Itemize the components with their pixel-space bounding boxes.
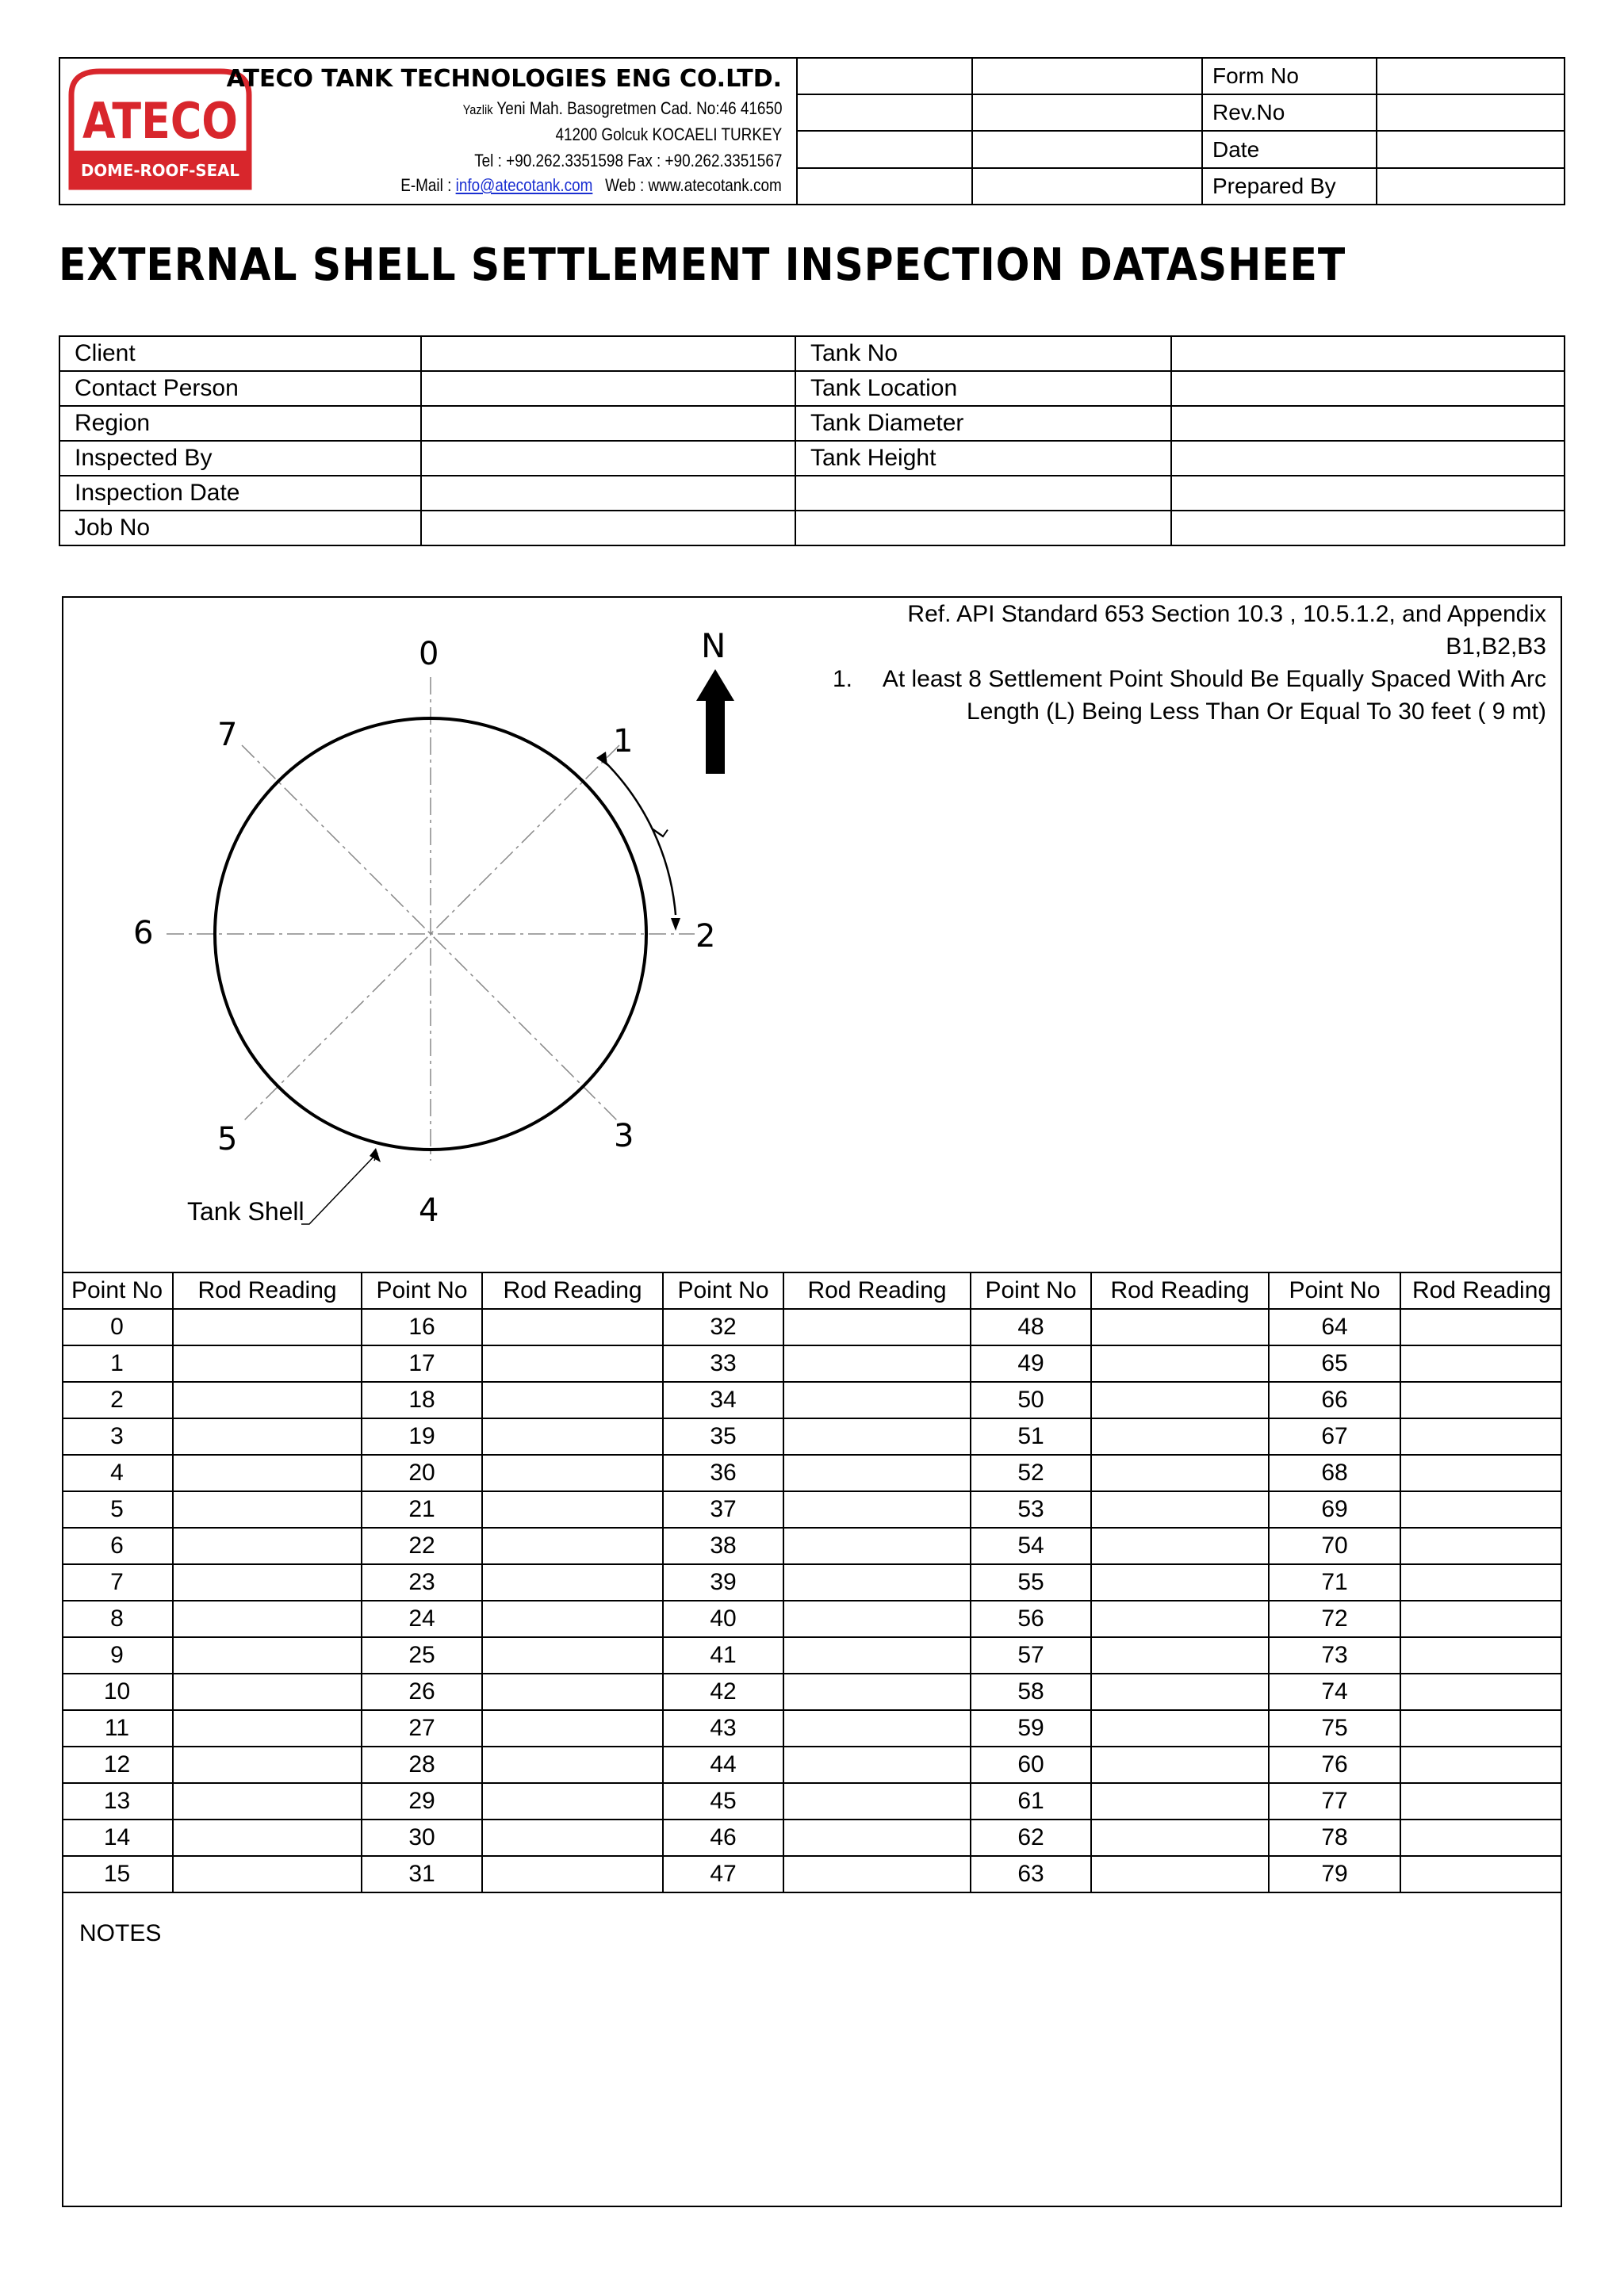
tank-info-table xyxy=(59,335,1565,546)
rod-reading-cell[interactable] xyxy=(173,1528,362,1564)
reference-item-number: 1. xyxy=(833,666,853,692)
point-no-header: Point No xyxy=(62,1272,173,1309)
point-no-header: Point No xyxy=(663,1272,783,1309)
rod-reading-cell[interactable] xyxy=(783,1382,971,1418)
arc-label: L xyxy=(646,818,673,842)
settlement-section xyxy=(62,596,1562,2207)
rod-reading-cell[interactable] xyxy=(482,1491,663,1528)
arc-arrowhead-start xyxy=(596,752,607,766)
info-value-right[interactable] xyxy=(1171,371,1565,406)
info-label-left: Client xyxy=(59,336,421,371)
info-label-right: Tank Location xyxy=(795,371,1171,406)
point-no-cell: 25 xyxy=(362,1637,482,1674)
rod-reading-cell[interactable] xyxy=(1400,1455,1562,1491)
form-blank-cell[interactable] xyxy=(798,59,972,94)
form-blank-cell[interactable] xyxy=(972,168,1202,204)
company-web: Web : www.atecotank.com xyxy=(605,175,782,195)
point-no-cell: 69 xyxy=(1269,1491,1400,1528)
point-no-cell: 28 xyxy=(362,1747,482,1783)
rod-reading-cell[interactable] xyxy=(783,1564,971,1601)
info-value-left[interactable] xyxy=(421,406,795,441)
info-row xyxy=(59,371,1565,406)
rod-reading-cell[interactable] xyxy=(1091,1747,1269,1783)
point-no-cell: 40 xyxy=(663,1601,783,1637)
rod-reading-cell[interactable] xyxy=(173,1601,362,1637)
point-no-cell: 6 xyxy=(62,1528,173,1564)
point-no-cell: 34 xyxy=(663,1382,783,1418)
point-label-6: 6 xyxy=(133,915,154,951)
point-no-header: Point No xyxy=(362,1272,482,1309)
point-no-cell: 47 xyxy=(663,1856,783,1892)
rod-reading-cell[interactable] xyxy=(173,1783,362,1820)
point-no-cell: 14 xyxy=(62,1820,173,1856)
point-no-cell: 20 xyxy=(362,1455,482,1491)
rod-reading-cell[interactable] xyxy=(1091,1564,1269,1601)
rod-readings-table xyxy=(62,1272,1562,1893)
table-row xyxy=(62,1309,1562,1345)
info-value-left[interactable] xyxy=(421,336,795,371)
point-no-cell: 65 xyxy=(1269,1345,1400,1382)
notes-label: NOTES xyxy=(79,1920,162,1946)
rod-reading-cell[interactable] xyxy=(1400,1491,1562,1528)
ateco-logo xyxy=(68,68,252,195)
rod-reading-cell[interactable] xyxy=(783,1601,971,1637)
point-no-cell: 13 xyxy=(62,1783,173,1820)
rod-reading-cell[interactable] xyxy=(1091,1491,1269,1528)
rod-reading-cell[interactable] xyxy=(1400,1783,1562,1820)
info-row xyxy=(59,336,1565,371)
rod-reading-cell[interactable] xyxy=(173,1309,362,1345)
point-no-cell: 3 xyxy=(62,1418,173,1455)
point-no-cell: 57 xyxy=(971,1637,1091,1674)
rod-reading-cell[interactable] xyxy=(1091,1820,1269,1856)
point-no-cell: 53 xyxy=(971,1491,1091,1528)
rod-reading-cell[interactable] xyxy=(1400,1710,1562,1747)
rod-reading-cell[interactable] xyxy=(1091,1418,1269,1455)
table-row xyxy=(62,1345,1562,1382)
page-title: EXTERNAL SHELL SETTLEMENT INSPECTION DATASHEET xyxy=(59,239,1346,291)
rod-reading-cell[interactable] xyxy=(173,1382,362,1418)
rod-reading-cell[interactable] xyxy=(173,1491,362,1528)
north-arrow-icon xyxy=(696,669,734,774)
point-no-cell: 66 xyxy=(1269,1382,1400,1418)
rod-reading-cell[interactable] xyxy=(1400,1856,1562,1892)
point-no-cell: 61 xyxy=(971,1783,1091,1820)
info-row xyxy=(59,476,1565,511)
point-no-cell: 32 xyxy=(663,1309,783,1345)
point-no-cell: 76 xyxy=(1269,1747,1400,1783)
rod-reading-cell[interactable] xyxy=(173,1564,362,1601)
point-no-cell: 29 xyxy=(362,1783,482,1820)
table-row xyxy=(62,1601,1562,1637)
table-row xyxy=(62,1455,1562,1491)
point-no-cell: 55 xyxy=(971,1564,1091,1601)
point-no-cell: 10 xyxy=(62,1674,173,1710)
table-row xyxy=(62,1418,1562,1455)
rod-reading-cell[interactable] xyxy=(1091,1528,1269,1564)
form-blank-cell[interactable] xyxy=(798,94,972,131)
info-label-left: Contact Person xyxy=(59,371,421,406)
rod-reading-cell[interactable] xyxy=(1091,1601,1269,1637)
form-blank-cell[interactable] xyxy=(972,131,1202,167)
rod-reading-cell[interactable] xyxy=(1400,1528,1562,1564)
point-no-cell: 19 xyxy=(362,1418,482,1455)
rod-reading-cell[interactable] xyxy=(783,1674,971,1710)
rod-reading-cell[interactable] xyxy=(783,1418,971,1455)
company-address-2: 41200 Golcuk KOCAELI TURKEY xyxy=(555,124,782,144)
rev-no-value[interactable] xyxy=(1377,94,1564,131)
info-value-left[interactable] xyxy=(421,371,795,406)
rod-reading-cell[interactable] xyxy=(1400,1345,1562,1382)
rod-reading-cell[interactable] xyxy=(1400,1382,1562,1418)
point-label-0: 0 xyxy=(419,636,439,672)
info-value-right[interactable] xyxy=(1171,406,1565,441)
rod-reading-header: Rod Reading xyxy=(482,1272,663,1309)
point-no-cell: 52 xyxy=(971,1455,1091,1491)
table-row xyxy=(62,1491,1562,1528)
point-no-cell: 4 xyxy=(62,1455,173,1491)
point-no-cell: 9 xyxy=(62,1637,173,1674)
company-address-1 xyxy=(462,98,782,119)
rod-reading-cell[interactable] xyxy=(482,1418,663,1455)
form-blank-cell[interactable] xyxy=(972,94,1202,131)
point-no-cell: 68 xyxy=(1269,1455,1400,1491)
date-label: Date xyxy=(1202,131,1377,167)
table-row xyxy=(62,1710,1562,1747)
table-row xyxy=(62,1856,1562,1892)
info-label-left: Inspected By xyxy=(59,441,421,476)
prepared-by-value[interactable] xyxy=(1377,168,1564,204)
rod-reading-cell[interactable] xyxy=(482,1382,663,1418)
form-blank-cell[interactable] xyxy=(972,59,1202,94)
reference-notes xyxy=(833,598,1546,728)
company-block xyxy=(60,59,798,204)
point-no-cell: 59 xyxy=(971,1710,1091,1747)
table-row xyxy=(62,1783,1562,1820)
point-no-cell: 60 xyxy=(971,1747,1091,1783)
point-no-cell: 24 xyxy=(362,1601,482,1637)
rod-reading-cell[interactable] xyxy=(1091,1856,1269,1892)
form-blank-cell[interactable] xyxy=(798,168,972,204)
info-label-right: Tank No xyxy=(795,336,1171,371)
info-row xyxy=(59,441,1565,476)
info-row xyxy=(59,406,1565,441)
point-no-cell: 79 xyxy=(1269,1856,1400,1892)
rod-reading-header: Rod Reading xyxy=(173,1272,362,1309)
point-no-cell: 8 xyxy=(62,1601,173,1637)
rod-reading-cell[interactable] xyxy=(783,1345,971,1382)
point-no-cell: 26 xyxy=(362,1674,482,1710)
point-no-cell: 71 xyxy=(1269,1564,1400,1601)
table-row xyxy=(62,1564,1562,1601)
point-no-cell: 39 xyxy=(663,1564,783,1601)
info-label-right: Tank Diameter xyxy=(795,406,1171,441)
rod-reading-header: Rod Reading xyxy=(783,1272,971,1309)
rod-reading-cell[interactable] xyxy=(482,1564,663,1601)
point-no-cell: 43 xyxy=(663,1710,783,1747)
shell-leader-line xyxy=(301,1153,377,1224)
rod-reading-cell[interactable] xyxy=(173,1856,362,1892)
info-row xyxy=(59,511,1565,545)
point-no-cell: 41 xyxy=(663,1637,783,1674)
point-no-cell: 45 xyxy=(663,1783,783,1820)
form-no-value[interactable] xyxy=(1377,59,1564,94)
point-no-cell: 33 xyxy=(663,1345,783,1382)
point-no-cell: 74 xyxy=(1269,1674,1400,1710)
point-no-cell: 46 xyxy=(663,1820,783,1856)
rod-reading-cell[interactable] xyxy=(482,1309,663,1345)
logo-text: ATECO xyxy=(82,92,238,150)
point-no-cell: 36 xyxy=(663,1455,783,1491)
info-value-left[interactable] xyxy=(421,441,795,476)
email-link[interactable]: info@atecotank.com xyxy=(455,175,593,195)
reference-item xyxy=(833,663,1546,695)
rod-reading-cell[interactable] xyxy=(1091,1674,1269,1710)
point-no-cell: 50 xyxy=(971,1382,1091,1418)
rod-reading-cell[interactable] xyxy=(173,1455,362,1491)
rod-reading-cell[interactable] xyxy=(482,1601,663,1637)
form-no-label: Form No xyxy=(1202,59,1377,94)
info-value-right[interactable] xyxy=(1171,476,1565,511)
point-no-cell: 18 xyxy=(362,1382,482,1418)
logo-tagline: DOME-ROOF-SEAL xyxy=(81,161,240,180)
rod-reading-cell[interactable] xyxy=(1091,1455,1269,1491)
point-no-cell: 15 xyxy=(62,1856,173,1892)
info-value-right[interactable] xyxy=(1171,441,1565,476)
reference-item-text-2: Length (L) Being Less Than Or Equal To 30 feet ( 9 mt) xyxy=(967,698,1546,725)
rod-reading-cell[interactable] xyxy=(482,1710,663,1747)
email-label: E-Mail : xyxy=(400,175,452,195)
rod-reading-cell[interactable] xyxy=(482,1637,663,1674)
rod-reading-cell[interactable] xyxy=(783,1455,971,1491)
info-value-right[interactable] xyxy=(1171,511,1565,545)
rod-reading-cell[interactable] xyxy=(173,1345,362,1382)
company-phone: Tel : +90.262.3351598 Fax : +90.262.3351567 xyxy=(473,151,782,170)
rod-reading-cell[interactable] xyxy=(1400,1820,1562,1856)
point-no-cell: 67 xyxy=(1269,1418,1400,1455)
rod-reading-cell[interactable] xyxy=(1091,1345,1269,1382)
rod-reading-cell[interactable] xyxy=(1091,1710,1269,1747)
rod-reading-cell[interactable] xyxy=(1091,1637,1269,1674)
rod-reading-cell[interactable] xyxy=(1400,1747,1562,1783)
point-no-cell: 64 xyxy=(1269,1309,1400,1345)
rod-reading-cell[interactable] xyxy=(1091,1783,1269,1820)
table-row xyxy=(62,1382,1562,1418)
rod-reading-cell[interactable] xyxy=(482,1783,663,1820)
point-no-cell: 31 xyxy=(362,1856,482,1892)
point-no-cell: 17 xyxy=(362,1345,482,1382)
address-line-1: Yeni Mah. Basogretmen Cad. No:46 41650 xyxy=(496,98,782,118)
point-no-header: Point No xyxy=(971,1272,1091,1309)
point-no-cell: 48 xyxy=(971,1309,1091,1345)
point-no-cell: 22 xyxy=(362,1528,482,1564)
rod-reading-cell[interactable] xyxy=(783,1309,971,1345)
rod-reading-cell[interactable] xyxy=(783,1528,971,1564)
company-contact xyxy=(400,175,782,196)
rod-reading-cell[interactable] xyxy=(482,1747,663,1783)
rod-reading-cell[interactable] xyxy=(173,1820,362,1856)
rod-reading-cell[interactable] xyxy=(783,1783,971,1820)
point-no-cell: 42 xyxy=(663,1674,783,1710)
point-no-cell: 16 xyxy=(362,1309,482,1345)
point-no-cell: 51 xyxy=(971,1418,1091,1455)
rod-reading-cell[interactable] xyxy=(482,1820,663,1856)
point-no-cell: 21 xyxy=(362,1491,482,1528)
rod-reading-cell[interactable] xyxy=(1400,1309,1562,1345)
point-no-cell: 1 xyxy=(62,1345,173,1382)
point-no-cell: 49 xyxy=(971,1345,1091,1382)
point-no-cell: 63 xyxy=(971,1856,1091,1892)
rod-reading-header: Rod Reading xyxy=(1091,1272,1269,1309)
point-no-cell: 54 xyxy=(971,1528,1091,1564)
point-no-header: Point No xyxy=(1269,1272,1400,1309)
table-row xyxy=(62,1637,1562,1674)
rev-no-label: Rev.No xyxy=(1202,94,1377,131)
point-label-3: 3 xyxy=(614,1118,634,1154)
rod-reading-cell[interactable] xyxy=(173,1637,362,1674)
tank-shell-label: Tank Shell xyxy=(187,1197,304,1226)
point-no-cell: 75 xyxy=(1269,1710,1400,1747)
point-no-cell: 27 xyxy=(362,1710,482,1747)
rod-reading-cell[interactable] xyxy=(482,1455,663,1491)
reference-item-text-1: At least 8 Settlement Point Should Be Equally Spaced With Arc xyxy=(882,666,1546,692)
rod-reading-cell[interactable] xyxy=(1400,1418,1562,1455)
info-label-right: Tank Height xyxy=(795,441,1171,476)
rod-reading-cell[interactable] xyxy=(1091,1309,1269,1345)
point-label-4: 4 xyxy=(419,1192,439,1229)
rod-reading-cell[interactable] xyxy=(1400,1564,1562,1601)
info-value-left[interactable] xyxy=(421,511,795,545)
point-label-5: 5 xyxy=(217,1121,238,1158)
north-label: N xyxy=(701,626,726,665)
rod-reading-cell[interactable] xyxy=(1400,1601,1562,1637)
form-control-grid xyxy=(798,59,1564,204)
prepared-by-label: Prepared By xyxy=(1202,168,1377,204)
address-prefix: Yazlik xyxy=(462,102,493,117)
point-no-cell: 12 xyxy=(62,1747,173,1783)
point-label-7: 7 xyxy=(217,717,238,753)
info-value-right[interactable] xyxy=(1171,336,1565,371)
company-name: ATECO TANK TECHNOLOGIES ENG CO.LTD. xyxy=(226,65,782,93)
table-row xyxy=(62,1528,1562,1564)
rod-reading-cell[interactable] xyxy=(173,1710,362,1747)
point-no-cell: 38 xyxy=(663,1528,783,1564)
table-row xyxy=(62,1820,1562,1856)
form-blank-cell[interactable] xyxy=(798,131,972,167)
table-row xyxy=(62,1674,1562,1710)
point-no-cell: 23 xyxy=(362,1564,482,1601)
rod-reading-cell[interactable] xyxy=(482,1856,663,1892)
rod-reading-cell[interactable] xyxy=(1400,1674,1562,1710)
point-no-cell: 11 xyxy=(62,1710,173,1747)
rod-reading-cell[interactable] xyxy=(173,1674,362,1710)
readings-header-row xyxy=(62,1272,1562,1309)
rod-reading-cell[interactable] xyxy=(173,1418,362,1455)
point-no-cell: 56 xyxy=(971,1601,1091,1637)
rod-reading-cell[interactable] xyxy=(783,1856,971,1892)
rod-reading-cell[interactable] xyxy=(783,1491,971,1528)
rod-reading-cell[interactable] xyxy=(482,1345,663,1382)
rod-reading-cell[interactable] xyxy=(482,1674,663,1710)
point-no-cell: 0 xyxy=(62,1309,173,1345)
rod-reading-cell[interactable] xyxy=(783,1747,971,1783)
settlement-diagram xyxy=(63,598,1561,1272)
point-no-cell: 62 xyxy=(971,1820,1091,1856)
point-no-cell: 73 xyxy=(1269,1637,1400,1674)
point-no-cell: 37 xyxy=(663,1491,783,1528)
reference-line: Ref. API Standard 653 Section 10.3 , 10.5.1.2, and Appendix B1,B2,B3 xyxy=(907,601,1546,660)
point-no-cell: 2 xyxy=(62,1382,173,1418)
info-label-right xyxy=(795,511,1171,545)
rod-reading-cell[interactable] xyxy=(783,1710,971,1747)
point-no-cell: 7 xyxy=(62,1564,173,1601)
point-no-cell: 35 xyxy=(663,1418,783,1455)
point-no-cell: 70 xyxy=(1269,1528,1400,1564)
info-label-left: Region xyxy=(59,406,421,441)
point-no-cell: 30 xyxy=(362,1820,482,1856)
info-label-left: Job No xyxy=(59,511,421,545)
rod-reading-cell[interactable] xyxy=(173,1747,362,1783)
point-no-cell: 72 xyxy=(1269,1601,1400,1637)
form-header xyxy=(59,57,1565,205)
point-no-cell: 58 xyxy=(971,1674,1091,1710)
table-row xyxy=(62,1747,1562,1783)
rod-reading-cell[interactable] xyxy=(1400,1637,1562,1674)
point-no-cell: 78 xyxy=(1269,1820,1400,1856)
point-label-2: 2 xyxy=(695,918,716,955)
point-no-cell: 5 xyxy=(62,1491,173,1528)
rod-reading-cell[interactable] xyxy=(482,1528,663,1564)
point-no-cell: 44 xyxy=(663,1747,783,1783)
info-label-right xyxy=(795,476,1171,511)
rod-reading-cell[interactable] xyxy=(783,1820,971,1856)
point-no-cell: 77 xyxy=(1269,1783,1400,1820)
point-label-1: 1 xyxy=(613,723,634,760)
date-value[interactable] xyxy=(1377,131,1564,167)
rod-reading-header: Rod Reading xyxy=(1400,1272,1562,1309)
rod-reading-cell[interactable] xyxy=(1091,1382,1269,1418)
arc-arrowhead xyxy=(671,918,680,931)
info-value-left[interactable] xyxy=(421,476,795,511)
rod-reading-cell[interactable] xyxy=(783,1637,971,1674)
info-label-left: Inspection Date xyxy=(59,476,421,511)
